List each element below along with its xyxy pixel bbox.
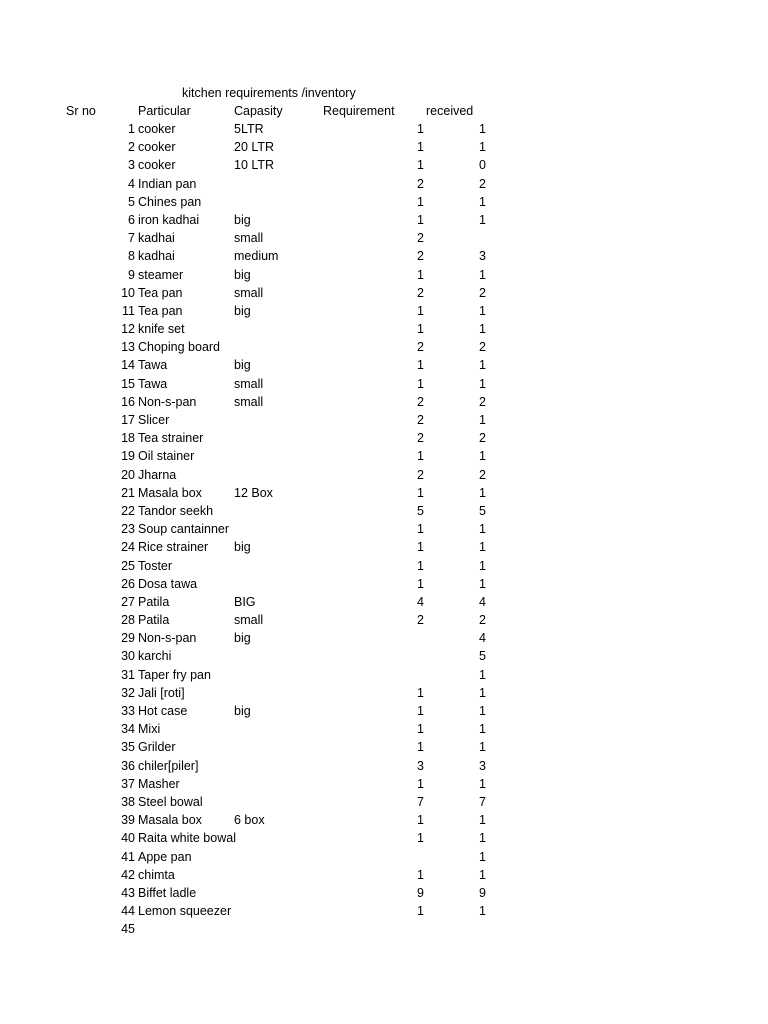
particular-cell: kadhai <box>138 231 175 246</box>
particular-cell: Tea pan <box>138 285 183 300</box>
received-cell: 3 <box>479 249 486 264</box>
particular-cell: Grilder <box>138 740 176 755</box>
particular-cell: Oil stainer <box>138 449 195 464</box>
table-row <box>0 612 768 630</box>
particular-cell: Masher <box>138 776 180 791</box>
received-cell: 1 <box>479 558 486 573</box>
requirement-cell: 1 <box>417 267 424 282</box>
sr-no-cell: 6 <box>128 212 135 227</box>
sr-no-cell: 32 <box>121 685 135 700</box>
sr-no-cell: 14 <box>121 358 135 373</box>
particular-cell: Masala box <box>138 813 202 828</box>
sr-no-cell: 9 <box>128 267 135 282</box>
requirement-cell: 1 <box>417 722 424 737</box>
table-row <box>0 739 768 757</box>
table-row <box>0 357 768 375</box>
received-cell: 2 <box>479 285 486 300</box>
table-row <box>0 648 768 666</box>
header-capasity: Capasity <box>234 104 283 118</box>
table-row <box>0 594 768 612</box>
received-cell: 2 <box>479 431 486 446</box>
table-row <box>0 558 768 576</box>
table-row <box>0 867 768 885</box>
capasity-cell: 10 LTR <box>234 158 275 173</box>
received-cell: 2 <box>479 394 486 409</box>
sr-no-cell: 19 <box>121 449 135 464</box>
table-row <box>0 267 768 285</box>
particular-cell: Mixi <box>138 722 161 737</box>
received-cell: 1 <box>479 831 486 846</box>
received-cell: 1 <box>479 322 486 337</box>
sr-no-cell: 24 <box>121 540 135 555</box>
table-row <box>0 303 768 321</box>
received-cell: 5 <box>479 649 486 664</box>
particular-cell: Jali [roti] <box>138 685 185 700</box>
requirement-cell: 2 <box>417 231 424 246</box>
table-row <box>0 685 768 703</box>
particular-cell: Toster <box>138 558 173 573</box>
particular-cell: Tea strainer <box>138 431 204 446</box>
particular-cell: cooker <box>138 140 176 155</box>
table-row <box>0 521 768 539</box>
particular-cell: Non-s-pan <box>138 394 197 409</box>
table-row <box>0 721 768 739</box>
received-cell: 1 <box>479 122 486 136</box>
sr-no-cell: 17 <box>121 413 135 427</box>
table-row <box>0 758 768 776</box>
capasity-cell: big <box>234 267 251 282</box>
sr-no-cell: 31 <box>121 667 135 682</box>
requirement-cell: 7 <box>417 794 424 809</box>
received-cell: 3 <box>479 758 486 773</box>
header-particular: Particular <box>138 104 191 118</box>
sr-no-cell: 39 <box>121 813 135 828</box>
requirement-cell: 2 <box>417 431 424 446</box>
sr-no-cell: 27 <box>121 594 135 609</box>
particular-cell: Taper fry pan <box>138 667 211 682</box>
capasity-cell: small <box>234 376 264 391</box>
received-cell: 1 <box>479 867 486 882</box>
received-cell: 1 <box>479 267 486 282</box>
received-cell: 0 <box>479 158 486 173</box>
received-cell: 1 <box>479 413 486 427</box>
table-row <box>0 212 768 230</box>
requirement-cell: 5 <box>417 503 424 518</box>
particular-cell: Steel bowal <box>138 794 203 809</box>
requirement-cell: 1 <box>417 776 424 791</box>
table-row <box>0 794 768 812</box>
particular-cell: knife set <box>138 322 185 337</box>
received-cell: 5 <box>479 503 486 518</box>
particular-cell: Patila <box>138 594 170 609</box>
sr-no-cell: 4 <box>128 176 135 191</box>
sr-no-cell: 38 <box>121 794 135 809</box>
received-cell: 1 <box>479 540 486 555</box>
requirement-cell: 4 <box>417 594 424 609</box>
sr-no-cell: 8 <box>128 249 135 264</box>
capasity-cell: small <box>234 285 264 300</box>
particular-cell: Tandor seekh <box>138 503 214 518</box>
sr-no-cell: 35 <box>121 740 135 755</box>
capasity-cell: small <box>234 231 264 246</box>
table-row <box>0 576 768 594</box>
requirement-cell: 1 <box>417 212 424 227</box>
requirement-cell: 1 <box>417 558 424 573</box>
requirement-cell: 2 <box>417 613 424 628</box>
table-row <box>0 830 768 848</box>
table-row <box>0 849 768 867</box>
table-row <box>0 539 768 557</box>
particular-cell: Tawa <box>138 376 168 391</box>
received-cell: 1 <box>479 376 486 391</box>
table-row <box>0 467 768 485</box>
received-cell: 1 <box>479 449 486 464</box>
requirement-cell: 1 <box>417 158 424 173</box>
table-row <box>0 667 768 685</box>
capasity-cell: medium <box>234 249 279 264</box>
sr-no-cell: 21 <box>121 485 135 500</box>
requirement-cell: 1 <box>417 376 424 391</box>
requirement-cell: 3 <box>417 758 424 773</box>
table-row <box>0 885 768 903</box>
received-cell: 1 <box>479 849 486 864</box>
requirement-cell: 1 <box>417 740 424 755</box>
requirement-cell: 2 <box>417 176 424 191</box>
sr-no-cell: 30 <box>121 649 135 664</box>
sr-no-cell: 43 <box>121 885 135 900</box>
received-cell: 1 <box>479 485 486 500</box>
received-cell: 2 <box>479 467 486 482</box>
particular-cell: Soup cantainner <box>138 522 230 537</box>
requirement-cell: 2 <box>417 394 424 409</box>
sr-no-cell: 45 <box>121 922 135 937</box>
table-row <box>0 703 768 721</box>
sr-no-cell: 16 <box>121 394 135 409</box>
particular-cell: Chines pan <box>138 194 202 209</box>
received-cell: 9 <box>479 885 486 900</box>
requirement-cell: 2 <box>417 413 424 427</box>
sr-no-cell: 25 <box>121 558 135 573</box>
sr-no-cell: 28 <box>121 613 135 628</box>
particular-cell: Biffet ladle <box>138 885 197 900</box>
table-row <box>0 394 768 412</box>
received-cell: 7 <box>479 794 486 809</box>
table-row <box>0 903 768 921</box>
sr-no-cell: 18 <box>121 431 135 446</box>
particular-cell: Rice strainer <box>138 540 209 555</box>
capasity-cell: 6 box <box>234 813 265 828</box>
sheet-title: kitchen requirements /inventory <box>182 86 356 100</box>
capasity-cell: 12 Box <box>234 485 273 500</box>
sr-no-cell: 33 <box>121 704 135 718</box>
header-received: received <box>426 104 474 118</box>
capasity-cell: small <box>234 394 264 409</box>
requirement-cell: 1 <box>417 322 424 337</box>
requirement-cell: 1 <box>417 540 424 555</box>
requirement-cell: 1 <box>417 485 424 500</box>
particular-cell: iron kadhai <box>138 212 200 227</box>
requirement-cell: 2 <box>417 340 424 355</box>
particular-cell: Tawa <box>138 358 168 373</box>
sr-no-cell: 11 <box>122 303 135 318</box>
table-row <box>0 430 768 448</box>
requirement-cell: 1 <box>417 140 424 155</box>
sr-no-cell: 44 <box>121 904 135 919</box>
sr-no-cell: 1 <box>128 122 135 136</box>
capasity-cell: big <box>234 704 251 718</box>
sr-no-cell: 40 <box>121 831 135 846</box>
particular-cell: Patila <box>138 613 170 628</box>
sr-no-cell: 15 <box>121 376 135 391</box>
received-cell: 1 <box>479 212 486 227</box>
sr-no-cell: 37 <box>121 776 135 791</box>
particular-cell: Jharna <box>138 467 177 482</box>
requirement-cell: 1 <box>417 522 424 537</box>
sr-no-cell: 34 <box>121 722 135 737</box>
received-cell: 1 <box>479 704 486 718</box>
sr-no-cell: 12 <box>121 322 135 337</box>
sr-no-cell: 5 <box>128 194 135 209</box>
table-row <box>0 412 768 430</box>
particular-cell: chiler[piler] <box>138 758 199 773</box>
table-row <box>0 230 768 248</box>
table-row <box>0 921 768 939</box>
received-cell: 1 <box>479 303 486 318</box>
requirement-cell: 9 <box>417 885 424 900</box>
received-cell: 1 <box>479 813 486 828</box>
received-cell: 1 <box>479 576 486 591</box>
table-row <box>0 176 768 194</box>
sr-no-cell: 29 <box>121 631 135 646</box>
sr-no-cell: 22 <box>121 503 135 518</box>
table-row <box>0 248 768 266</box>
requirement-cell: 1 <box>417 449 424 464</box>
capasity-cell: 5LTR <box>234 122 264 136</box>
received-cell: 1 <box>479 522 486 537</box>
particular-cell: Raita white bowal <box>138 831 236 846</box>
sr-no-cell: 42 <box>121 867 135 882</box>
received-cell: 1 <box>479 740 486 755</box>
table-row <box>0 812 768 830</box>
particular-cell: Indian pan <box>138 176 197 191</box>
received-cell: 2 <box>479 613 486 628</box>
sr-no-cell: 3 <box>128 158 135 173</box>
particular-cell: kadhai <box>138 249 175 264</box>
sr-no-cell: 20 <box>121 467 135 482</box>
particular-cell: Slicer <box>138 413 170 427</box>
requirement-cell: 1 <box>417 813 424 828</box>
received-cell: 1 <box>479 722 486 737</box>
sr-no-cell: 10 <box>121 285 135 300</box>
particular-cell: Hot case <box>138 704 188 718</box>
sr-no-cell: 36 <box>121 758 135 773</box>
received-cell: 4 <box>479 594 486 609</box>
received-cell: 2 <box>479 176 486 191</box>
received-cell: 1 <box>479 776 486 791</box>
received-cell: 1 <box>479 685 486 700</box>
requirement-cell: 1 <box>417 122 424 136</box>
sr-no-cell: 23 <box>121 522 135 537</box>
table-row <box>0 503 768 521</box>
requirement-cell: 2 <box>417 285 424 300</box>
capasity-cell: big <box>234 212 251 227</box>
particular-cell: steamer <box>138 267 184 282</box>
particular-cell: Lemon squeezer <box>138 904 232 919</box>
table-row <box>0 285 768 303</box>
capasity-cell: big <box>234 358 251 373</box>
particular-cell: karchi <box>138 649 172 664</box>
received-cell: 1 <box>479 358 486 373</box>
particular-cell: chimta <box>138 867 175 882</box>
received-cell: 1 <box>479 904 486 919</box>
capasity-cell: BIG <box>234 594 256 609</box>
sr-no-cell: 13 <box>121 340 135 355</box>
sr-no-cell: 26 <box>121 576 135 591</box>
particular-cell: Choping board <box>138 340 221 355</box>
table-row <box>0 321 768 339</box>
requirement-cell: 1 <box>417 685 424 700</box>
requirement-cell: 1 <box>417 904 424 919</box>
capasity-cell: big <box>234 631 251 646</box>
requirement-cell: 1 <box>417 704 424 718</box>
capasity-cell: big <box>234 303 251 318</box>
requirement-cell: 1 <box>417 358 424 373</box>
particular-cell: Dosa tawa <box>138 576 198 591</box>
particular-cell: Non-s-pan <box>138 631 197 646</box>
capasity-cell: small <box>234 613 264 628</box>
table-row <box>0 630 768 648</box>
header-sr-no: Sr no <box>66 104 96 118</box>
sr-no-cell: 2 <box>128 140 135 155</box>
sr-no-cell: 41 <box>121 849 135 864</box>
capasity-cell: big <box>234 540 251 555</box>
requirement-cell: 1 <box>417 303 424 318</box>
particular-cell: cooker <box>138 122 176 136</box>
requirement-cell: 1 <box>417 194 424 209</box>
table-row <box>0 448 768 466</box>
received-cell: 1 <box>479 194 486 209</box>
requirement-cell: 1 <box>417 831 424 846</box>
received-cell: 2 <box>479 340 486 355</box>
table-row <box>0 376 768 394</box>
sr-no-cell: 7 <box>128 231 135 246</box>
particular-cell: cooker <box>138 158 176 173</box>
particular-cell: Masala box <box>138 485 202 500</box>
requirement-cell: 2 <box>417 249 424 264</box>
requirement-cell: 2 <box>417 467 424 482</box>
table-row <box>0 121 768 139</box>
table-row <box>0 485 768 503</box>
header-requirement: Requirement <box>323 104 395 118</box>
particular-cell: Appe pan <box>138 849 192 864</box>
capasity-cell: 20 LTR <box>234 140 275 155</box>
received-cell: 1 <box>479 667 486 682</box>
table-row <box>0 339 768 357</box>
table-row <box>0 194 768 212</box>
table-row <box>0 157 768 175</box>
particular-cell: Tea pan <box>138 303 183 318</box>
received-cell: 4 <box>479 631 486 646</box>
requirement-cell: 1 <box>417 867 424 882</box>
table-row <box>0 139 768 157</box>
requirement-cell: 1 <box>417 576 424 591</box>
received-cell: 1 <box>479 140 486 155</box>
inventory-table <box>0 121 768 939</box>
table-row <box>0 776 768 794</box>
